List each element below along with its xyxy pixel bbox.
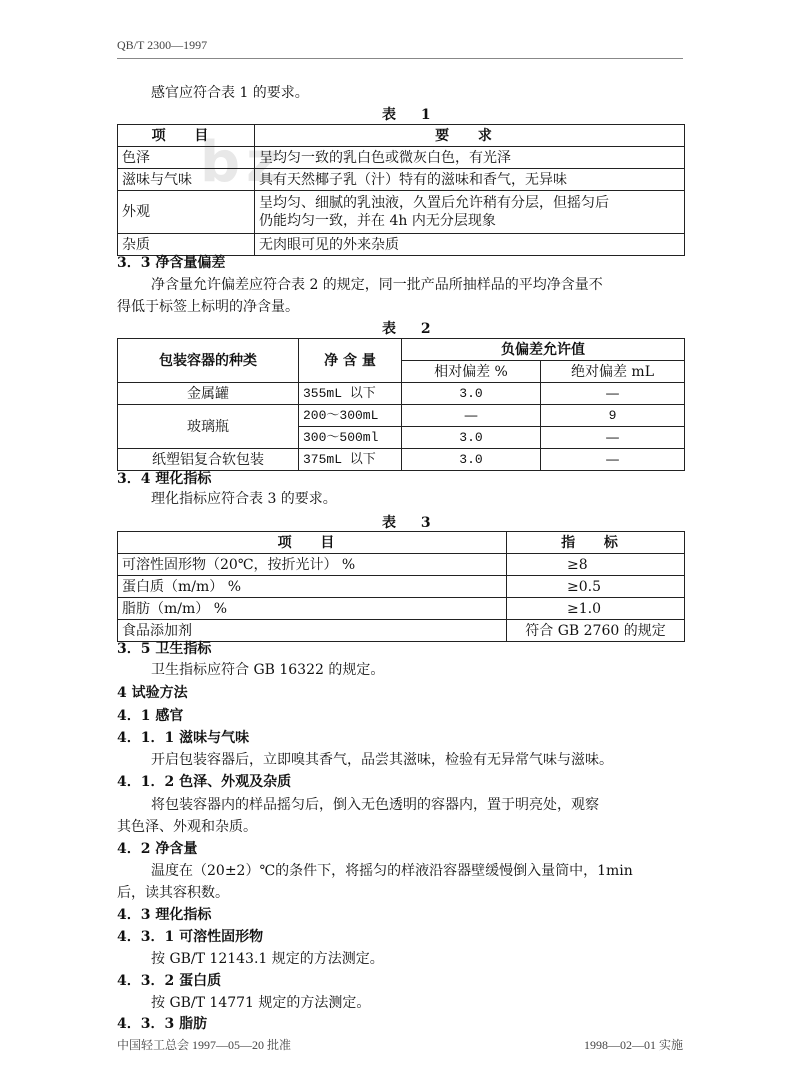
section-3-3-text: 得低于标签上标明的净含量。: [117, 299, 299, 315]
section-3-5-text: 卫生指标应符合 GB 16322 的规定。: [151, 662, 385, 678]
table3-cell: 符合 GB 2760 的规定: [507, 620, 685, 642]
table3-head-index: 指 标: [507, 532, 685, 554]
table2-cell: 玻璃瓶: [118, 405, 299, 449]
table1-cell: 外观: [118, 191, 255, 234]
table2-cell: 300～500ml: [299, 427, 402, 449]
section-4-2-title: 4．2 净含量: [117, 841, 198, 857]
table-row: [118, 383, 685, 405]
table3-head-item: 项 目: [118, 532, 507, 554]
table-row: [118, 234, 685, 256]
section-4-3-3-title: 4．3．3 脂肪: [117, 1016, 208, 1032]
table3-cell: ≥8: [507, 554, 685, 576]
table-row: [118, 169, 685, 191]
section-3-5-title: 3．5 卫生指标: [117, 641, 212, 657]
section-4-3-1-text: 按 GB/T 12143.1 规定的方法测定。: [151, 951, 384, 967]
section-4-3-title: 4．3 理化指标: [117, 907, 212, 923]
table-row: [118, 620, 685, 642]
table2-caption: 表 2: [382, 321, 441, 337]
section-4-3-2-title: 4．3．2 蛋白质: [117, 973, 222, 989]
table-row: [118, 147, 685, 169]
table3-cell: 蛋白质（m/m） %: [118, 576, 507, 598]
table1-cell: 具有天然椰子乳（汁）特有的滋味和香气，无异味: [255, 169, 685, 191]
document-code-header: QB/T 2300—1997: [117, 38, 208, 52]
table-row: [118, 405, 685, 427]
table1-caption: 表 1: [382, 107, 441, 123]
table2-head-neg: 负偏差允许值: [402, 339, 685, 361]
intro-text: 感官应符合表 1 的要求。: [151, 85, 309, 101]
section-4-3-1-title: 4．3．1 可溶性固形物: [117, 929, 264, 945]
section-4-2-text: 后，读其容积数。: [117, 885, 229, 901]
table-row: [118, 598, 685, 620]
table2-cell: 375mL 以下: [299, 449, 402, 471]
section-4-1-2-text: 将包装容器内的样品摇匀后，倒入无色透明的容器内，置于明亮处，观察: [151, 797, 599, 813]
table2-cell: —: [541, 427, 685, 449]
table3-cell: 食品添加剂: [118, 620, 507, 642]
table2-head-abs: 绝对偏差 mL: [541, 361, 685, 383]
table2-header-row: [118, 339, 685, 361]
table1-cell-line: 呈均匀、细腻的乳浊液，久置后允许稍有分层，但摇匀后: [259, 195, 609, 211]
section-4-1-2-text: 其色泽、外观和杂质。: [117, 819, 257, 835]
table2-cell: 355mL 以下: [299, 383, 402, 405]
table2-cell: 9: [541, 405, 685, 427]
table3-cell: ≥1.0: [507, 598, 685, 620]
table3-cell: 脂肪（m/m） %: [118, 598, 507, 620]
table3-caption: 表 3: [382, 515, 441, 531]
table1-cell: 杂质: [118, 234, 255, 256]
section-4-3-2-text: 按 GB/T 14771 规定的方法测定。: [151, 995, 371, 1011]
table2-cell: 3.0: [402, 449, 541, 471]
section-4-1-title: 4．1 感官: [117, 708, 184, 724]
table2-cell: 3.0: [402, 427, 541, 449]
table1-cell-line: 仍能均匀一致，并在 4h 内无分层现象: [259, 213, 496, 229]
table2-cell: —: [541, 449, 685, 471]
table2: [117, 338, 685, 471]
section-4-1-2-title: 4．1．2 色泽、外观及杂质: [117, 774, 292, 790]
section-3-3-text: 净含量允许偏差应符合表 2 的规定，同一批产品所抽样品的平均净含量不: [151, 277, 603, 293]
table3-cell: ≥0.5: [507, 576, 685, 598]
section-3-4-title: 3．4 理化指标: [117, 471, 212, 487]
section-4-1-1-title: 4．1．1 滋味与气味: [117, 730, 250, 746]
header-rule: [117, 58, 683, 59]
table2-cell: 200～300mL: [299, 405, 402, 427]
table-row: [118, 554, 685, 576]
table3: [117, 531, 685, 642]
section-4-1-1-text: 开启包装容器后，立即嗅其香气，品尝其滋味，检验有无异常气味与滋味。: [151, 752, 613, 768]
table1-cell: 呈均匀一致的乳白色或微灰白色，有光泽: [255, 147, 685, 169]
table-row: [118, 191, 685, 234]
table2-cell: —: [402, 405, 541, 427]
table3-cell: 可溶性固形物（20℃，按折光计） %: [118, 554, 507, 576]
approval-footer: 中国轻工总会 1997—05—20 批准: [117, 1038, 292, 1052]
table1-cell: 滋味与气味: [118, 169, 255, 191]
table2-head-rel: 相对偏差 %: [402, 361, 541, 383]
table2-cell: —: [541, 383, 685, 405]
table1-cell-multiline: [255, 191, 685, 234]
table1: [117, 124, 685, 256]
table2-head-net: 净 含 量: [299, 339, 402, 383]
table2-cell: 3.0: [402, 383, 541, 405]
table1-cell: 无肉眼可见的外来杂质: [255, 234, 685, 256]
table1-cell: 色泽: [118, 147, 255, 169]
table2-head-container: 包装容器的种类: [118, 339, 299, 383]
section-4-title: 4 试验方法: [117, 685, 188, 701]
watermark-logo: bz: [200, 130, 285, 195]
section-3-3-title: 3．3 净含量偏差: [117, 255, 226, 271]
table1-header-row: [118, 125, 685, 147]
table2-cell: 纸塑铝复合软包装: [118, 449, 299, 471]
table-row: [118, 576, 685, 598]
implementation-footer: 1998—02—01 实施: [583, 1038, 683, 1052]
table1-head-item: 项 目: [118, 125, 255, 147]
table3-header-row: [118, 532, 685, 554]
table2-cell: 金属罐: [118, 383, 299, 405]
table1-head-req: 要 求: [255, 125, 685, 147]
section-4-2-text: 温度在（20±2）℃的条件下，将摇匀的样液沿容器壁缓慢倒入量筒中，1min: [151, 863, 633, 879]
table-row: [118, 449, 685, 471]
section-3-4-text: 理化指标应符合表 3 的要求。: [151, 491, 337, 507]
